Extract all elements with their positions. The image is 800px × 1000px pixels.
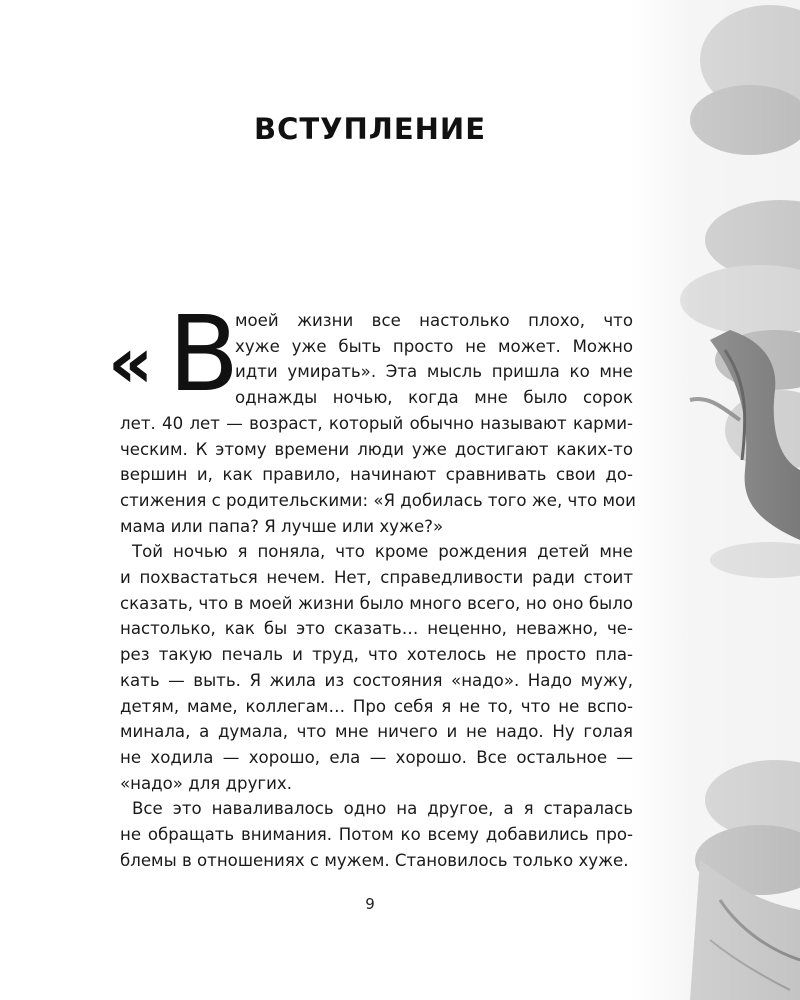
text-line: детям, маме, коллегам… Про себя я не то, что не вспо- — [120, 696, 633, 716]
text-line: вершин и, как правило, начинают сравнивать свои до- — [120, 465, 633, 485]
text-line: настолько, как бы это сказать… неценно, неважно, че- — [120, 619, 633, 639]
text-line: «надо» для других. — [120, 773, 292, 793]
text-line: блемы в отношениях с мужем. Становилось только хуже. — [120, 850, 629, 870]
body-text — [120, 308, 636, 873]
text-line: стижения с родительскими: «Я добилась того же, что мои — [120, 490, 636, 510]
text-line: ческим. К этому времени люди уже достигают каких-то — [120, 439, 633, 459]
text-line: минала, а думала, что мне ничего и не надо. Ну голая — [120, 722, 633, 742]
dropcap-quote-mark: « — [108, 322, 154, 404]
text-line: хуже уже быть просто не может. Можно — [235, 336, 633, 356]
text-line: не ходила — хорошо, ела — хорошо. Все остальное — — [120, 747, 633, 767]
text-line: Все это наваливалось одно на другое, а я старалась — [132, 799, 633, 819]
text-line: сказать, что в моей жизни было много всего, но оно было — [120, 593, 633, 613]
text-line: мама или папа? Я лучше или хуже?» — [120, 516, 444, 536]
text-line: рез такую печаль и труд, что хотелось не просто пла- — [120, 645, 633, 665]
text-line: не обращать внимания. Потом ко всему добавились про- — [120, 825, 633, 845]
text-line: идти умирать». Эта мысль пришла ко мне — [235, 362, 633, 382]
tree-illustration — [630, 0, 800, 1000]
text-line: и похвастаться нечем. Нет, справедливости ради стоит — [120, 568, 633, 588]
text-line: моей жизни все настолько плохо, что — [235, 311, 633, 330]
text-line: кать — выть. Я жила из состояния «надо». Надо мужу, — [120, 670, 633, 690]
page-number: 9 — [365, 895, 375, 913]
chapter-title: ВСТУПЛЕНИЕ — [253, 112, 487, 146]
text-line: лет. 40 лет — возраст, который обычно называют карми- — [120, 413, 633, 433]
text-line: однажды ночью, когда мне было сорок — [235, 388, 633, 408]
dropcap-letter: В — [168, 293, 240, 415]
text-line: Той ночью я поняла, что кроме рождения детей мне — [132, 542, 633, 562]
